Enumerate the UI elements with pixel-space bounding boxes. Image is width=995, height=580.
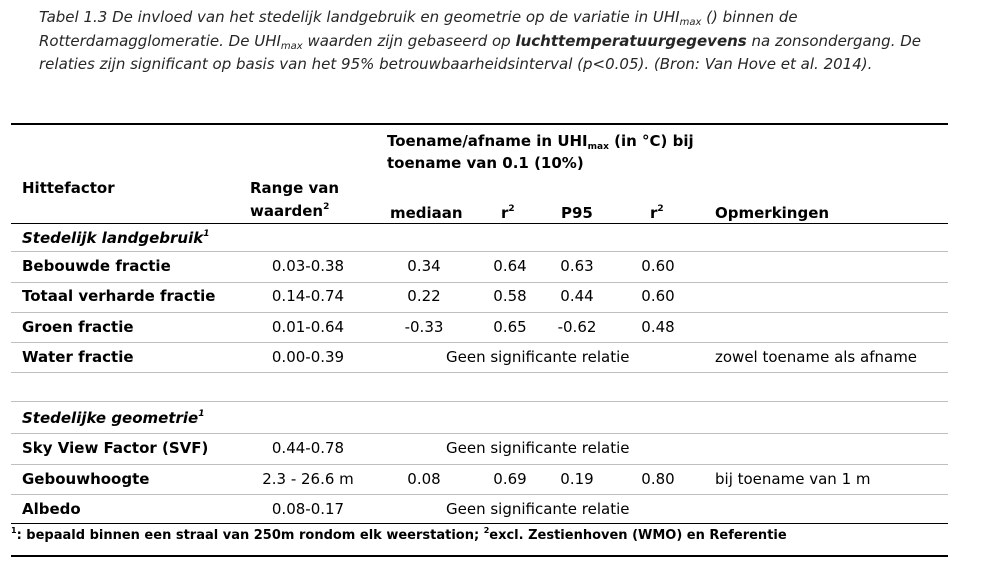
- table-top-rule: [11, 123, 948, 125]
- col-header-range-line2: waarden$^2$: [250, 202, 330, 220]
- row-range: 0.00-0.39: [271, 348, 345, 366]
- row-median: 0.08: [407, 470, 441, 488]
- row-r2: 0.58: [493, 287, 527, 305]
- row-median: 0.34: [407, 257, 441, 275]
- row-no-relation: Geen significante relatie: [446, 439, 630, 457]
- row-range: 0.01-0.64: [271, 318, 345, 336]
- row-notes: zowel toename als afname: [715, 348, 918, 366]
- col-header-r2-b: $r^2$: [650, 204, 664, 222]
- row-notes: bij toename van 1 m: [715, 470, 871, 488]
- table-bottom-rule: [11, 523, 948, 524]
- row-no-relation: Geen significante relatie: [446, 348, 630, 366]
- col-header-median: mediaan: [390, 204, 463, 222]
- row-p95: 0.19: [560, 470, 594, 488]
- row-median: 0.22: [407, 287, 441, 305]
- row-divider: [11, 342, 948, 343]
- row-factor: Bebouwde fractie: [22, 257, 171, 275]
- caption-subscript: max: [679, 17, 702, 28]
- row-p95: 0.44: [560, 287, 594, 305]
- row-p95: -0.62: [557, 318, 597, 336]
- section-title: Stedelijke geometrie$^1$: [22, 409, 205, 427]
- row-factor: Groen fractie: [22, 318, 134, 336]
- row-factor: Sky View Factor (SVF): [22, 439, 209, 457]
- row-range: 2.3 - 26.6 m: [262, 470, 354, 488]
- row-p95: 0.63: [560, 257, 594, 275]
- row-range: 0.14-0.74: [271, 287, 345, 305]
- data-table: [11, 123, 948, 557]
- row-r2: 0.65: [493, 318, 527, 336]
- row-no-relation: Geen significante relatie: [446, 500, 630, 518]
- col-header-notes: Opmerkingen: [715, 204, 830, 222]
- row-factor: Water fractie: [22, 348, 134, 366]
- col-header-p95: P95: [561, 204, 593, 222]
- caption-bold-text: luchttemperatuurgegevens: [515, 31, 747, 50]
- footnote-bottom-rule: [11, 555, 948, 557]
- col-header-factor: Hittefactor: [22, 179, 115, 197]
- row-r2-b: 0.60: [641, 287, 675, 305]
- row-r2-b: 0.48: [641, 318, 675, 336]
- row-r2: 0.69: [493, 470, 527, 488]
- row-r2: 0.64: [493, 257, 527, 275]
- row-range: 0.03-0.38: [271, 257, 345, 275]
- table-caption: [39, 6, 959, 77]
- row-divider: [11, 372, 948, 373]
- row-factor: Totaal verharde fractie: [22, 287, 216, 305]
- section-title: Stedelijk landgebruik$^1$: [22, 229, 210, 247]
- col-header-range-line1: Range van: [250, 179, 340, 197]
- row-range: 0.44-0.78: [271, 439, 345, 457]
- row-r2-b: 0.80: [641, 470, 675, 488]
- col-header-r2: $r^2$: [501, 204, 515, 222]
- caption-text: na zonsondergang. De relaties zijn significant op basis van het 95% betrouwbaarheidsinterval (p<0.05). (Bron: Van Hove et al. 2014).: [39, 31, 922, 73]
- row-factor: Albedo: [22, 500, 81, 518]
- row-divider: [11, 282, 948, 283]
- row-divider: [11, 251, 948, 252]
- header-bottom-rule: [11, 223, 948, 224]
- table-footnote: $^1$: bepaald binnen een straal van 250m rondom elk weerstation; $^2$excl. Zestienhoven (WMO) en Referentie: [11, 526, 787, 543]
- row-divider: [11, 494, 948, 495]
- row-factor: Gebouwhoogte: [22, 470, 150, 488]
- row-range: 0.08-0.17: [271, 500, 345, 518]
- caption-text: () binnen de Rotterdamagglomeratie. De UHI: [39, 8, 798, 50]
- row-divider: [11, 464, 948, 465]
- caption-subscript: max: [280, 40, 303, 52]
- row-r2-b: 0.60: [641, 257, 675, 275]
- row-median: -0.33: [404, 318, 444, 336]
- caption-text: Tabel 1.3 De invloed van het stedelijk landgebruik en geometrie op de variatie in UHI: [39, 8, 680, 26]
- caption-text: waarden zijn gebaseerd op: [302, 31, 516, 50]
- row-divider: [11, 433, 948, 434]
- group-header-line2: toename van 0.1 (10%): [387, 154, 584, 172]
- group-header: Toename/afname in $UHI_{max}$ (in °C) bij: [387, 132, 694, 152]
- section-divider: [11, 401, 948, 402]
- row-divider: [11, 312, 948, 313]
